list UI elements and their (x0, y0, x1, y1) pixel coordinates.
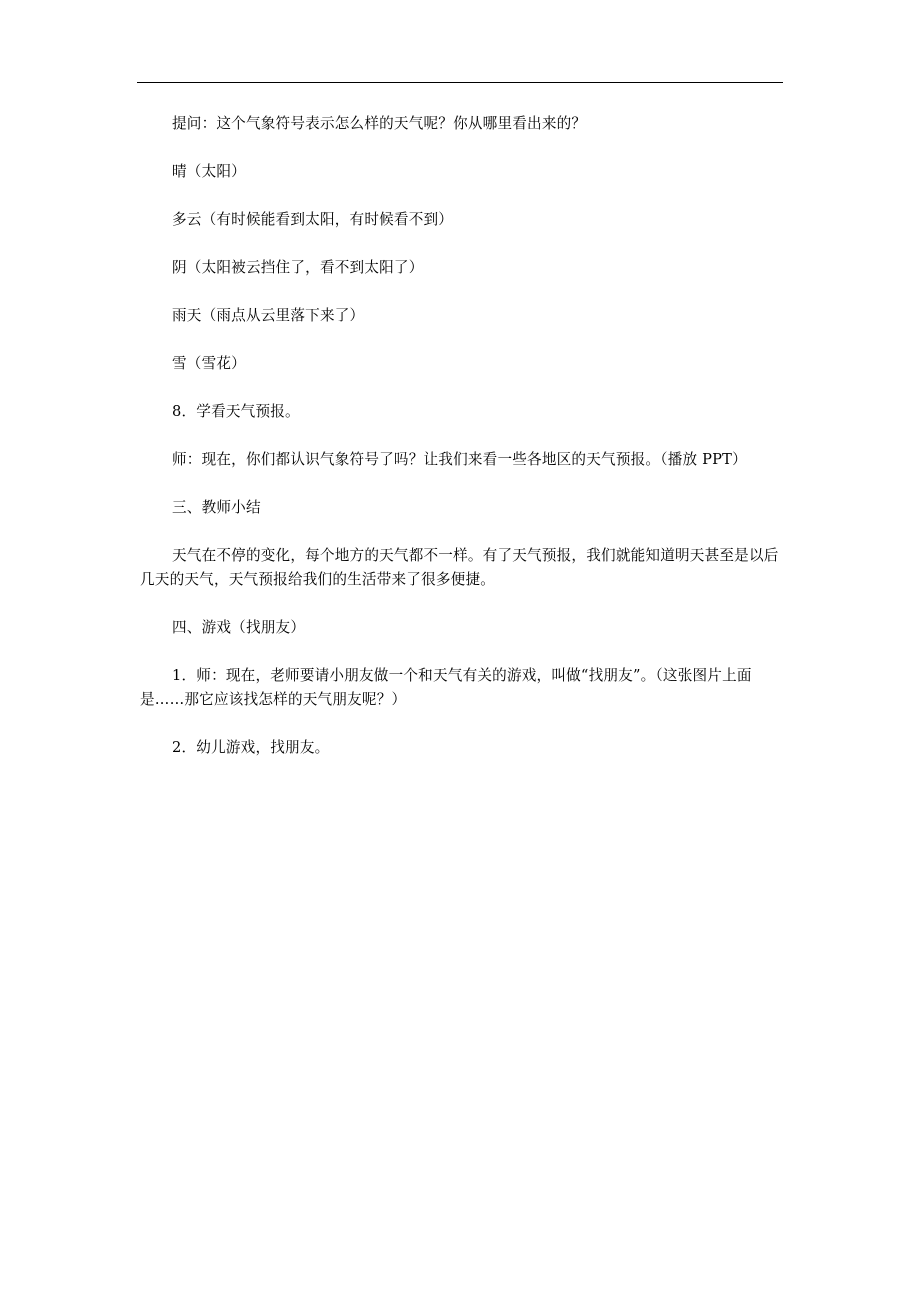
section-heading-summary: 三、教师小结 (172, 499, 261, 516)
header-rule (137, 82, 783, 83)
paragraph-cloudy: 多云（有时候能看到太阳，有时候看不到） (172, 211, 454, 228)
paragraph-question: 提问：这个气象符号表示怎么样的天气呢？你从哪里看出来的？ (172, 115, 587, 132)
paragraph-game-step-1: 1．师：现在，老师要请小朋友做一个和天气有关的游戏，叫做“找朋友”。（这张图片上面是……那它应该找怎样的天气朋友呢？） (140, 667, 752, 708)
paragraph-game-step-2: 2．幼儿游戏，找朋友。 (172, 739, 330, 756)
paragraph-sunny: 晴（太阳） (172, 163, 246, 180)
paragraph-summary: 天气在不停的变化，每个地方的天气都不一样。有了天气预报，我们就能知道明天甚至是以后几天的天气，天气预报给我们的生活带来了很多便捷。 (140, 547, 779, 588)
paragraph-teacher-forecast: 师：现在，你们都认识气象符号了吗？让我们来看一些各地区的天气预报。（播放 PPT） (172, 451, 747, 468)
paragraph-rainy: 雨天（雨点从云里落下来了） (172, 307, 365, 324)
paragraph-snow: 雪（雪花） (172, 355, 246, 372)
paragraph-overcast: 阴（太阳被云挡住了，看不到太阳了） (172, 259, 424, 276)
document-body (140, 112, 782, 760)
paragraph-step-8: 8．学看天气预报。 (172, 403, 300, 420)
section-heading-game: 四、游戏（找朋友） (172, 619, 306, 636)
